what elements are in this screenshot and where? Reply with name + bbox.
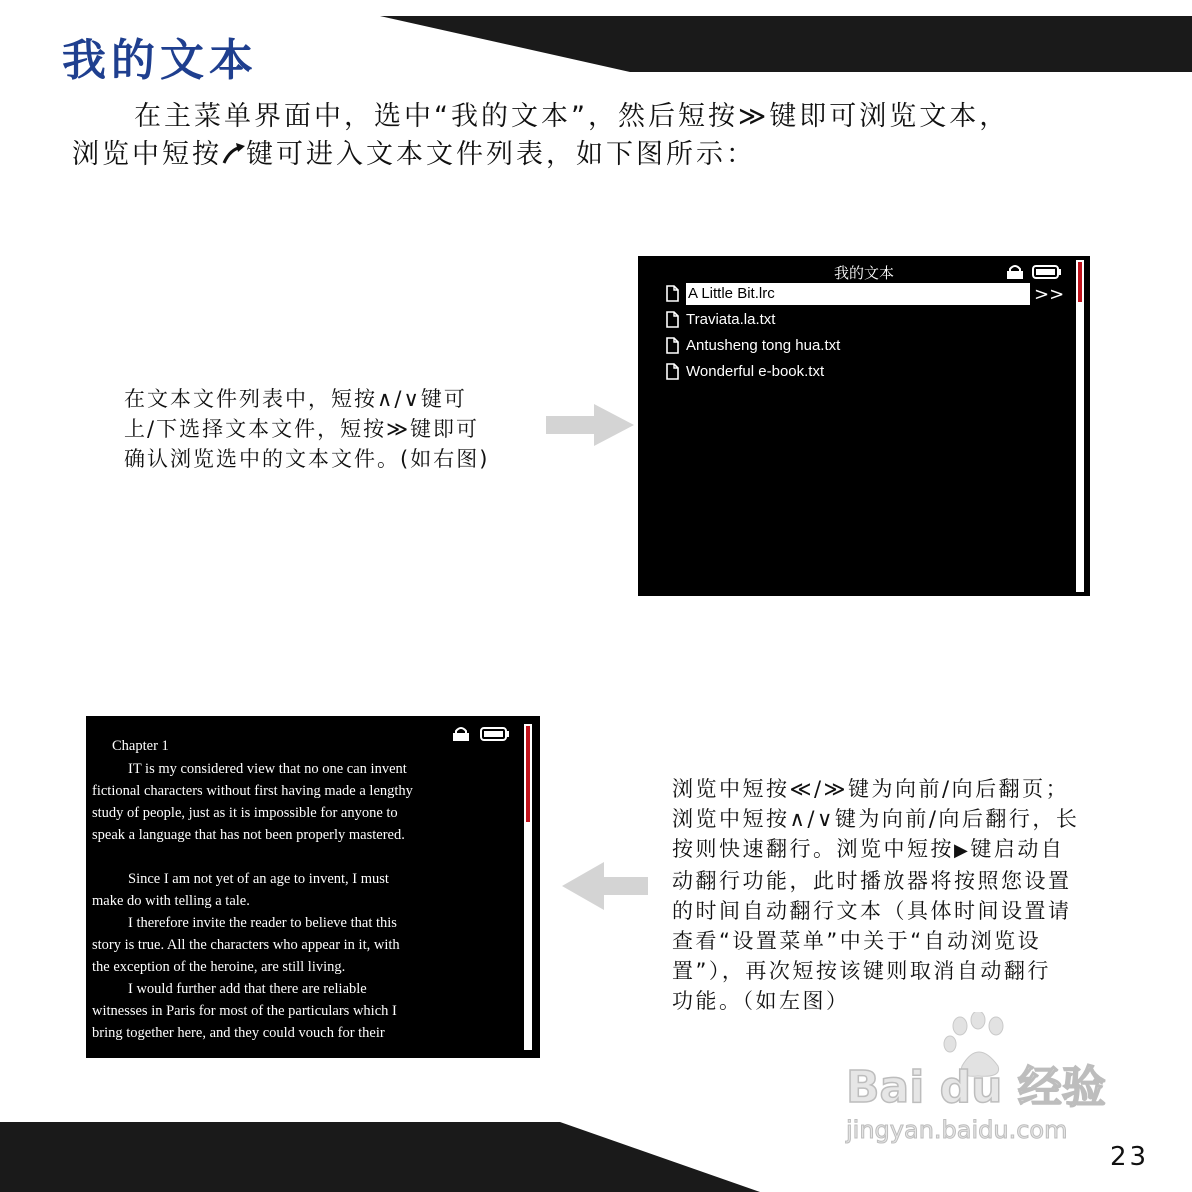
scroll-thumb[interactable] [526,726,530,822]
file-list-item[interactable] [666,309,1046,331]
arrow-left-icon [562,862,650,910]
arrow-right-icon [546,404,636,446]
page-title: 我的文本 [62,35,258,86]
watermark-url: jingyan.baidu.com [846,1116,1068,1144]
reader-line: IT is my considered view that no one can invent [128,761,407,777]
reader-line: fictional characters without first having made a lengthy [92,783,413,799]
caption-line: 在文本文件列表中，短按∧/∨键可 [124,387,467,411]
intro-line-2-b: 键可进入文本文件列表，如下图所示： [246,139,756,170]
reader-line: make do with telling a tale. [92,893,250,909]
file-name: A Little Bit.lrc [686,283,1030,305]
reader-line: Since I am not yet of an age to invent, I must [128,871,389,887]
scrollbar[interactable] [524,724,532,1050]
file-icon [666,337,679,354]
reader-line: I therefore invite the reader to believe that this [128,915,397,931]
caption-line: 置”），再次短按该键则取消自动翻行 [672,959,1051,983]
battery-icon [1032,265,1062,279]
caption-line: 的时间自动翻行文本（具体时间设置请 [672,899,1072,923]
reader-line: study of people, just as it is impossible for anyone to [92,805,398,821]
back-key-icon [222,143,246,165]
caption-line: 上/下选择文本文件，短按≫键即可 [124,417,480,441]
reader-line: Chapter 1 [112,738,169,754]
file-list-screen [638,256,1090,596]
scrollbar[interactable] [1076,260,1084,592]
watermark-logo-text: Bai du 经验 [846,1062,1106,1113]
caption-line: 确认浏览选中的文本文件。(如右图) [124,447,490,471]
file-name: Antusheng tong hua.txt [686,337,841,354]
caption-line: 功能。（如左图） [672,989,850,1013]
caption-text: 键启动自 [970,837,1065,861]
page-number: 23 [1110,1142,1150,1172]
bottom-banner [0,1118,1192,1192]
caption-line: 浏览中短按≪/≫键为向前/向后翻页； [672,777,1070,801]
lock-icon [1006,265,1024,279]
caption-line: 查看“设置菜单”中关于“自动浏览设 [672,929,1042,953]
next-indicator: >> [1034,284,1065,305]
play-key-icon: ▶ [954,840,971,861]
file-name: Traviata.la.txt [686,311,776,328]
file-list-caption [124,384,489,474]
caption-line: 浏览中短按∧/∨键为向前/向后翻行，长 [672,807,1080,831]
lock-icon [452,727,470,741]
scroll-thumb[interactable] [1078,262,1082,302]
file-name: Wonderful e-book.txt [686,363,825,380]
file-list-item[interactable] [666,283,1046,305]
reader-line: story is true. All the characters who appear in it, with [92,937,400,953]
reader-caption [672,774,1079,1016]
reader-line: bring together here, and they could vouch for their [92,1025,385,1041]
intro-line-2-a: 浏览中短按 [72,139,222,170]
file-icon [666,285,679,302]
reader-line: witnesses in Paris for most of the particulars which I [92,1003,397,1019]
reader-line: I would further add that there are reliable [128,981,367,997]
file-list-item[interactable] [666,335,1046,357]
caption-line [672,834,1079,866]
file-icon [666,363,679,380]
intro-line-1: 在主菜单界面中，选中“我的文本”，然后短按≫键即可浏览文本， [134,101,1010,132]
caption-text: 按则快速翻行。浏览中短按 [672,837,954,861]
caption-line: 动翻行功能，此时播放器将按照您设置 [672,869,1072,893]
intro-line-2 [72,132,756,171]
reader-line: the exception of the heroine, are still living. [92,959,346,975]
screen-title: 我的文本 [833,264,894,282]
battery-icon [480,727,510,741]
file-icon [666,311,679,328]
file-list-item[interactable] [666,361,1046,383]
reader-line: speak a language that has not been properly mastered. [92,827,405,843]
text-reader-screen [86,716,540,1058]
